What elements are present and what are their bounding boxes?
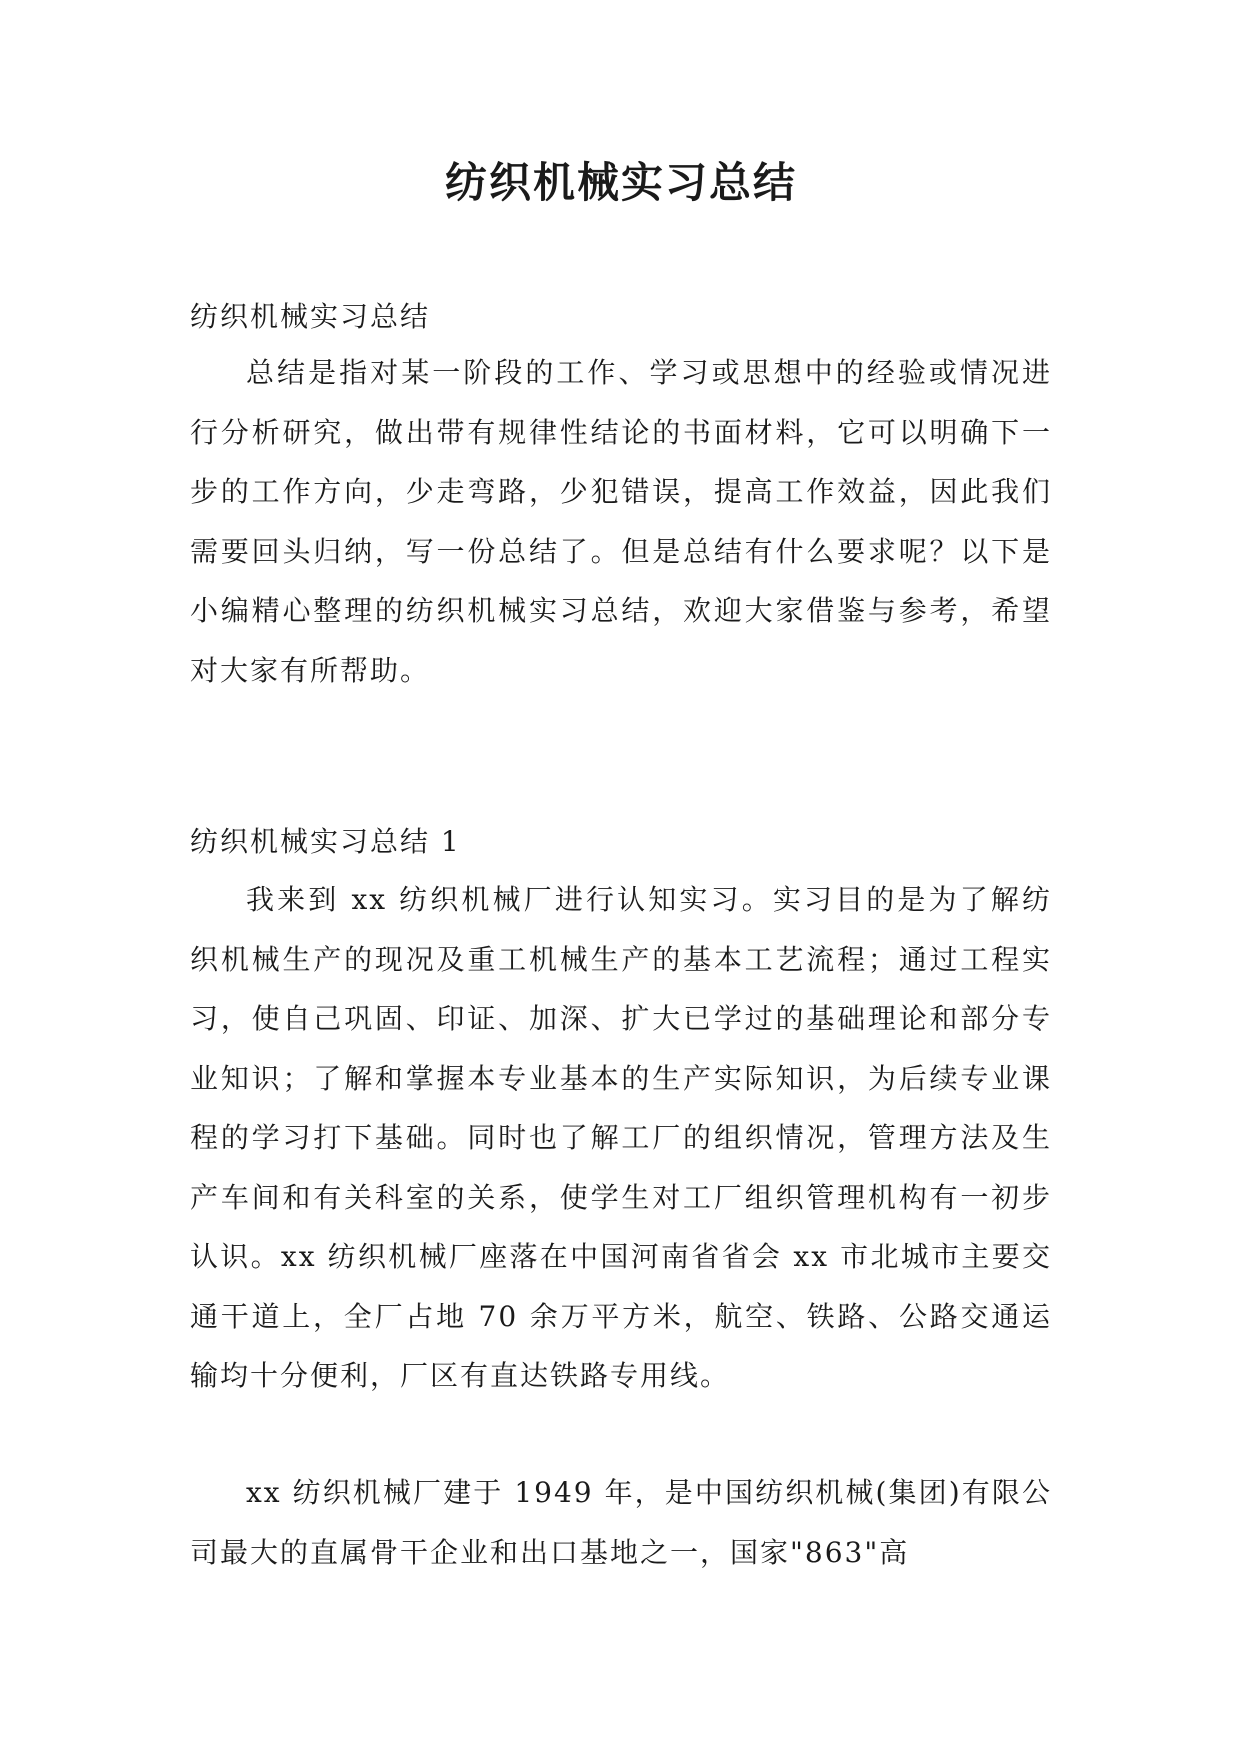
section-1-paragraph-2: xx 纺织机械厂建于 1949 年，是中国纺织机械(集团)有限公司最大的直属骨干企业和出口基地之一，国家"863"高 (190, 1476, 1052, 1569)
intro-paragraph: 总结是指对某一阶段的工作、学习或思想中的经验或情况进行分析研究，做出带有规律性结论的书面材料，它可以明确下一步的工作方向，少走弯路，少犯错误，提高工作效益，因此我们需要回头归纳，写一份总结了。但是总结有什么要求呢？以下是小编精心整理的纺织机械实习总结，欢迎大家借鉴与参考，希望对大家有所帮助。 (190, 356, 1052, 687)
section-1-heading: 纺织机械实习总结 1 (190, 825, 461, 858)
section-1-paragraph-1: 我来到 xx 纺织机械厂进行认知实习。实习目的是为了解纺织机械生产的现况及重工机械生产的基本工艺流程；通过工程实习，使自己巩固、印证、加深、扩大已学过的基础理论和部分专业知识；了解和掌握本专业基本的生产实际知识，为后续专业课程的学习打下基础。同时也了解工厂的组织情况，管理方法及生产车间和有关科室的关系，使学生对工厂组织管理机构有一初步认识。xx 纺织机械厂座落在中国河南省省会 xx 市北城市主要交通干道上，全厂占地 70 余万平方米，航空、铁路、公路交通运输均十分便利，厂区有直达铁路专用线。 (190, 883, 1052, 1392)
intro-heading: 纺织机械实习总结 (190, 300, 431, 333)
document-title: 纺织机械实习总结 (444, 158, 797, 207)
